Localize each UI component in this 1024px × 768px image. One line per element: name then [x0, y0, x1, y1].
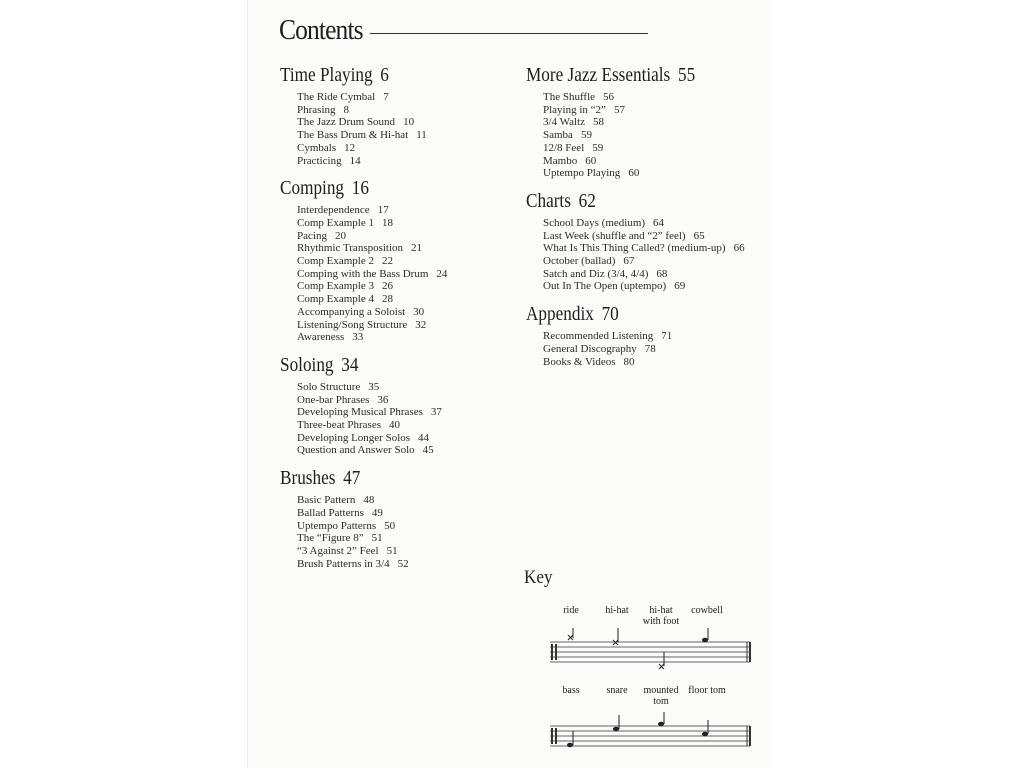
entry-label: Awareness [297, 331, 345, 344]
entry-page-number: 48 [363, 494, 375, 507]
section-items [543, 91, 776, 180]
entry-label: Listening/Song Structure [297, 318, 408, 331]
entry-page-number: 30 [413, 305, 425, 318]
entry-label: Practicing [297, 154, 342, 167]
entry-page-number: 32 [415, 318, 427, 331]
mounted-tom-note-icon [658, 712, 664, 726]
entry-label: Phrasing [297, 103, 336, 116]
contents-entry [297, 242, 520, 255]
entry-page-number: 59 [592, 141, 604, 154]
entry-page-number: 67 [623, 255, 635, 268]
entry-label: Question and Answer Solo [297, 444, 415, 457]
section-page-number: 47 [343, 467, 361, 490]
section-heading [526, 64, 741, 87]
section-items [543, 217, 776, 293]
entry-page-number: 35 [368, 380, 380, 393]
entry-page-number: 45 [422, 444, 434, 457]
entry-label: General Discography [543, 342, 637, 355]
entry-page-number: 49 [371, 506, 383, 519]
contents-entry [297, 444, 520, 457]
entry-label: The “Figure 8” [297, 532, 364, 545]
section-heading [526, 303, 741, 326]
contents-entry [543, 104, 776, 117]
entry-page-number: 22 [382, 255, 393, 268]
entry-page-number: 26 [382, 280, 393, 293]
key-staff-cymbals [540, 628, 760, 674]
entry-label: Cymbals [297, 141, 337, 154]
entry-page-number: 11 [416, 129, 427, 142]
entry-page-number: 60 [585, 154, 597, 167]
entry-label: The Ride Cymbal [297, 91, 376, 103]
contents-entry [543, 242, 776, 255]
key-label-bass: bass [562, 685, 580, 696]
contents-entry [297, 230, 520, 243]
entry-page-number: 68 [656, 267, 668, 280]
entry-page-number: 37 [430, 406, 442, 419]
entry-label: Mambo [543, 154, 578, 167]
entry-label: The Shuffle [543, 91, 596, 103]
contents-entry [543, 230, 776, 243]
entry-label: Comp Example 3 [297, 280, 374, 293]
entry-label: Brush Patterns in 3/4 [297, 557, 390, 570]
key-label-mounted-tom: mounted tom [643, 685, 679, 707]
entry-label: Comp Example 4 [297, 293, 374, 306]
entry-label: Out In The Open (uptempo) [543, 280, 667, 293]
entry-page-number: 50 [384, 519, 396, 532]
contents-entry [297, 204, 520, 217]
contents-entry [297, 142, 520, 155]
entry-page-number: 59 [580, 129, 592, 142]
entry-label: The Bass Drum & Hi-hat [297, 129, 409, 142]
entry-label: Comping with the Bass Drum [297, 267, 429, 280]
contents-section [526, 64, 776, 180]
entry-label: October (ballad) [543, 255, 616, 268]
key-staff-drums [540, 712, 760, 768]
contents-left-column [280, 64, 520, 580]
contents-entry [543, 91, 776, 104]
contents-entry [297, 520, 520, 533]
hi-hat-foot-note-icon [659, 652, 664, 669]
contents-entry [297, 319, 520, 332]
section-items [297, 494, 520, 570]
entry-page-number: 14 [349, 154, 361, 167]
entry-page-number: 51 [386, 544, 398, 557]
contents-entry [297, 129, 520, 142]
contents-entry [543, 116, 776, 129]
contents-entry [297, 280, 520, 293]
entry-page-number: 18 [382, 216, 393, 229]
entry-label: Basic Pattern [297, 494, 356, 507]
entry-page-number: 65 [693, 229, 705, 242]
entry-page-number: 58 [593, 116, 604, 129]
entry-label: “3 Against 2” Feel [297, 544, 379, 557]
section-items [297, 91, 520, 167]
contents-entry [543, 330, 776, 343]
contents-section [526, 190, 776, 293]
contents-entry [297, 558, 520, 571]
entry-label: Recommended Listening [543, 330, 654, 343]
section-title: Appendix [526, 303, 594, 326]
section-page-number: 70 [601, 303, 619, 326]
contents-entry [297, 507, 520, 520]
section-page-number: 6 [380, 64, 389, 86]
contents-entry [543, 217, 776, 230]
contents-entry [543, 167, 776, 180]
key-label-hi-hat-foot: hi-hat with foot [642, 605, 680, 627]
cowbell-note-icon [702, 628, 708, 642]
contents-section [280, 467, 520, 570]
entry-page-number: 44 [418, 431, 430, 444]
contents-right-column [526, 64, 776, 378]
contents-entry [543, 356, 776, 369]
contents-entry [297, 293, 520, 306]
entry-label: Books & Videos [543, 355, 616, 368]
entry-label: Pacing [297, 229, 327, 242]
entry-page-number: 64 [653, 216, 665, 229]
entry-label: What Is This Thing Called? (medium-up) [543, 242, 726, 255]
contents-entry [297, 545, 520, 558]
entry-page-number: 10 [403, 116, 415, 129]
entry-label: Solo Structure [297, 380, 361, 393]
entry-page-number: 66 [733, 242, 745, 255]
section-items [297, 381, 520, 457]
entry-label: Ballad Patterns [297, 506, 364, 519]
entry-page-number: 21 [411, 242, 423, 255]
section-heading [280, 354, 486, 377]
section-page-number: 16 [351, 177, 369, 200]
contents-entry [297, 217, 520, 230]
entry-label: Last Week (shuffle and “2” feel) [543, 229, 686, 242]
contents-entry [297, 91, 520, 104]
entry-label: Uptempo Playing [543, 167, 621, 180]
bass-note-icon [567, 731, 573, 747]
contents-entry [543, 129, 776, 142]
section-heading [280, 467, 486, 490]
entry-page-number: 28 [382, 293, 393, 306]
entry-label: Samba [543, 129, 573, 142]
contents-entry [543, 280, 776, 293]
section-title: Comping [280, 177, 345, 200]
section-title: Brushes [280, 467, 336, 490]
section-title: Time Playing [280, 64, 373, 86]
entry-page-number: 78 [644, 342, 656, 355]
section-page-number: 34 [341, 353, 359, 376]
contents-entry [543, 268, 776, 281]
contents-section [526, 303, 776, 368]
entry-page-number: 60 [628, 167, 640, 180]
entry-label: One-bar Phrases [297, 393, 370, 406]
contents-entry [297, 432, 520, 445]
contents-entry [297, 406, 520, 419]
contents-entry [543, 155, 776, 168]
contents-entry [543, 142, 776, 155]
section-heading [526, 190, 741, 213]
section-items [297, 204, 520, 344]
contents-entry [297, 116, 520, 129]
section-heading [280, 177, 486, 200]
entry-label: 12/8 Feel [543, 141, 585, 154]
entry-label: Developing Musical Phrases [297, 406, 423, 419]
key-title: Key [524, 567, 553, 588]
title-rule [370, 33, 648, 34]
contents-section [280, 354, 520, 457]
entry-page-number: 24 [436, 267, 448, 280]
entry-label: Satch and Diz (3/4, 4/4) [543, 267, 649, 280]
entry-label: Three-beat Phrases [297, 419, 381, 432]
floor-tom-note-icon [702, 720, 708, 736]
entry-page-number: 80 [623, 355, 635, 368]
contents-entry [297, 381, 520, 394]
contents-entry [297, 255, 520, 268]
section-title: More Jazz Essentials [526, 64, 671, 86]
entry-label: Accompanying a Soloist [297, 305, 406, 318]
page-title: Contents [279, 14, 363, 46]
entry-label: Interdependence [297, 204, 370, 217]
ride-note-icon [568, 628, 573, 640]
section-title: Soloing [280, 353, 334, 376]
entry-label: Rhythmic Transposition [297, 242, 404, 255]
snare-note-icon [613, 715, 619, 731]
entry-page-number: 71 [661, 330, 673, 343]
entry-page-number: 17 [377, 204, 389, 217]
entry-page-number: 52 [397, 557, 409, 570]
key-label-hi-hat: hi-hat [605, 605, 629, 616]
contents-entry [297, 494, 520, 507]
entry-page-number: 57 [613, 103, 625, 116]
entry-label: Comp Example 1 [297, 216, 374, 229]
key-label-ride: ride [563, 605, 579, 616]
entry-label: Playing in “2” [543, 103, 606, 116]
entry-page-number: 33 [352, 331, 364, 344]
contents-entry [297, 331, 520, 344]
key-label-cowbell: cowbell [691, 605, 723, 616]
entry-label: Uptempo Patterns [297, 519, 377, 532]
contents-section [280, 64, 520, 167]
section-page-number: 55 [677, 64, 696, 86]
entry-page-number: 40 [389, 419, 400, 432]
key-label-snare: snare [606, 685, 628, 696]
contents-entry [297, 155, 520, 168]
contents-entry [297, 268, 520, 281]
contents-entry [297, 306, 520, 319]
entry-page-number: 20 [334, 229, 346, 242]
section-title: Charts [526, 189, 571, 212]
entry-page-number: 12 [344, 141, 356, 154]
contents-entry [543, 255, 776, 268]
entry-label: Comp Example 2 [297, 255, 374, 268]
contents-section [280, 177, 520, 344]
contents-entry [543, 343, 776, 356]
entry-label: Developing Longer Solos [297, 431, 411, 444]
entry-page-number: 56 [603, 91, 615, 103]
key-label-floor-tom: floor tom [688, 685, 726, 696]
entry-page-number: 36 [377, 393, 389, 406]
contents-entry [297, 532, 520, 545]
contents-entry [297, 394, 520, 407]
contents-entry [297, 419, 520, 432]
contents-entry [297, 104, 520, 117]
entry-page-number: 69 [674, 280, 686, 293]
entry-page-number: 8 [343, 103, 349, 116]
entry-label: School Days (medium) [543, 216, 646, 229]
entry-page-number: 7 [383, 91, 389, 103]
section-items [543, 330, 776, 368]
entry-page-number: 51 [371, 532, 383, 545]
entry-label: The Jazz Drum Sound [297, 116, 396, 129]
section-heading [280, 64, 486, 87]
hi-hat-note-icon [613, 628, 618, 645]
entry-label: 3/4 Waltz [543, 116, 585, 129]
section-page-number: 62 [578, 189, 596, 212]
